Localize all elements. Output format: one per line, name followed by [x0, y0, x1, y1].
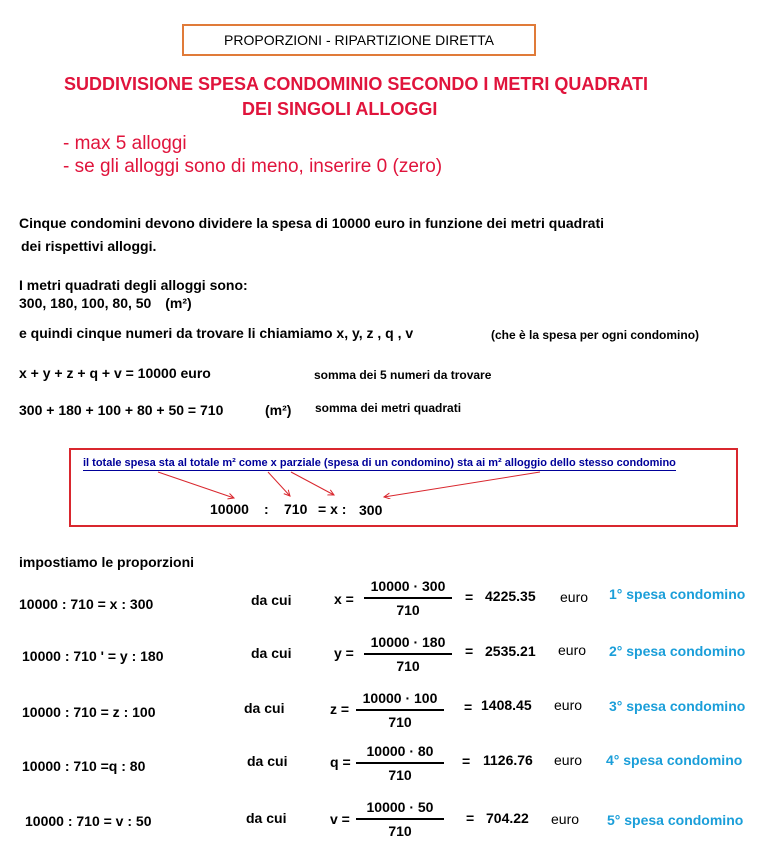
fraction-3 — [356, 690, 444, 730]
sum-expense-note: somma dei 5 numeri da trovare — [314, 368, 492, 382]
dacui-5: da cui — [246, 810, 287, 826]
var-4: q = — [330, 754, 351, 770]
areas-unit: (m²) — [165, 295, 192, 311]
areas-values: 300, 180, 100, 80, 50 — [19, 295, 152, 311]
eq-5: = — [466, 810, 475, 826]
unit-4: euro — [554, 752, 583, 768]
fraction-3-bar — [356, 709, 444, 711]
eq-2: = — [465, 643, 474, 659]
problem-line-1: Cinque condomini devono dividere la spesa di 10000 euro in funzione dei metri quadrati — [19, 215, 605, 231]
label-3: 3° spesa condomino — [609, 698, 746, 714]
unit-3: euro — [554, 697, 583, 713]
fraction-1 — [364, 578, 452, 618]
rule-term-300: 300 — [359, 502, 383, 518]
sum-area-unit: (m²) — [265, 402, 292, 418]
problem-line-2: dei rispettivi alloggi. — [21, 238, 157, 254]
result-2: 2535.21 — [485, 643, 536, 659]
var-5: v = — [330, 811, 350, 827]
rule-term-710: 710 — [284, 501, 308, 517]
fraction-5-bar — [356, 818, 444, 820]
fraction-2-num: 10000 · 180 — [370, 634, 446, 650]
dacui-4: da cui — [247, 753, 288, 769]
section-title: impostiamo le proporzioni — [19, 554, 195, 570]
fraction-4-den: 710 — [388, 767, 412, 783]
fraction-1-bar — [364, 597, 452, 599]
dacui-3: da cui — [244, 700, 285, 716]
unknowns-text: e quindi cinque numeri da trovare li chiamiamo x, y, z , q , v — [19, 325, 414, 341]
fraction-5 — [356, 799, 444, 839]
sum-area-note: somma dei metri quadrati — [315, 401, 462, 415]
sum-area-formula: 300 + 180 + 100 + 80 + 50 = 710 — [19, 402, 224, 418]
var-2: y = — [334, 645, 354, 661]
headline-line-1: SUDDIVISIONE SPESA CONDOMINIO SECONDO I METRI QUADRATI — [64, 74, 649, 94]
fraction-1-num: 10000 · 300 — [370, 578, 446, 594]
proportion-5: 10000 : 710 = v : 50 — [25, 813, 152, 829]
arrow-to-x — [291, 472, 334, 495]
fraction-3-num: 10000 · 100 — [362, 690, 438, 706]
label-2: 2° spesa condomino — [609, 643, 746, 659]
arrow-to-300 — [384, 472, 540, 497]
note-zero: - se gli alloggi sono di meno, inserire 0 (zero) — [63, 156, 443, 177]
dacui-2: da cui — [251, 645, 292, 661]
proportion-2: 10000 : 710 ' = y : 180 — [22, 648, 164, 664]
unit-2: euro — [558, 642, 587, 658]
label-1: 1° spesa condomino — [609, 586, 746, 602]
unit-1: euro — [560, 589, 589, 605]
page-title: PROPORZIONI - RIPARTIZIONE DIRETTA — [224, 32, 494, 48]
result-1: 4225.35 — [485, 588, 536, 604]
fraction-1-den: 710 — [396, 602, 420, 618]
headline-line-2: DEI SINGOLI ALLOGGI — [242, 99, 438, 119]
rule-term-x: = x : — [318, 501, 347, 517]
eq-4: = — [462, 753, 471, 769]
arrow-to-710 — [268, 472, 290, 496]
rule-sep: : — [264, 501, 269, 517]
fraction-5-den: 710 — [388, 823, 412, 839]
rule-term-10000: 10000 — [210, 501, 249, 517]
arrow-to-10000 — [158, 472, 234, 498]
var-1: x = — [334, 591, 354, 607]
note-max-alloggi: - max 5 alloggi — [63, 133, 187, 154]
areas-intro: I metri quadrati degli alloggi sono: — [19, 277, 248, 293]
result-3: 1408.45 — [481, 697, 532, 713]
result-4: 1126.76 — [483, 752, 533, 768]
fraction-2-bar — [364, 653, 452, 655]
unit-5: euro — [551, 811, 580, 827]
label-4: 4° spesa condomino — [606, 752, 743, 768]
sum-expense-formula: x + y + z + q + v = 10000 euro — [19, 365, 211, 381]
eq-1: = — [465, 589, 474, 605]
eq-3: = — [464, 699, 473, 715]
unknowns-note: (che è la spesa per ogni condomino) — [491, 328, 700, 342]
var-3: z = — [330, 701, 350, 717]
fraction-4 — [356, 743, 444, 783]
fraction-4-num: 10000 · 80 — [366, 743, 434, 759]
rule-text-content: il totale spesa sta al totale m² come x parziale (spesa di un condomino) sta ai m² alloggio dello stesso condomino — [83, 457, 676, 469]
fraction-3-den: 710 — [388, 714, 412, 730]
proportion-3: 10000 : 710 = z : 100 — [22, 704, 156, 720]
fraction-4-bar — [356, 762, 444, 764]
fraction-5-num: 10000 · 50 — [366, 799, 434, 815]
proportion-4: 10000 : 710 =q : 80 — [22, 758, 146, 774]
label-5: 5° spesa condomino — [607, 812, 744, 828]
dacui-1: da cui — [251, 592, 292, 608]
fraction-2 — [364, 634, 452, 674]
fraction-2-den: 710 — [396, 658, 420, 674]
result-5: 704.22 — [486, 810, 529, 826]
proportion-1: 10000 : 710 = x : 300 — [19, 596, 154, 612]
